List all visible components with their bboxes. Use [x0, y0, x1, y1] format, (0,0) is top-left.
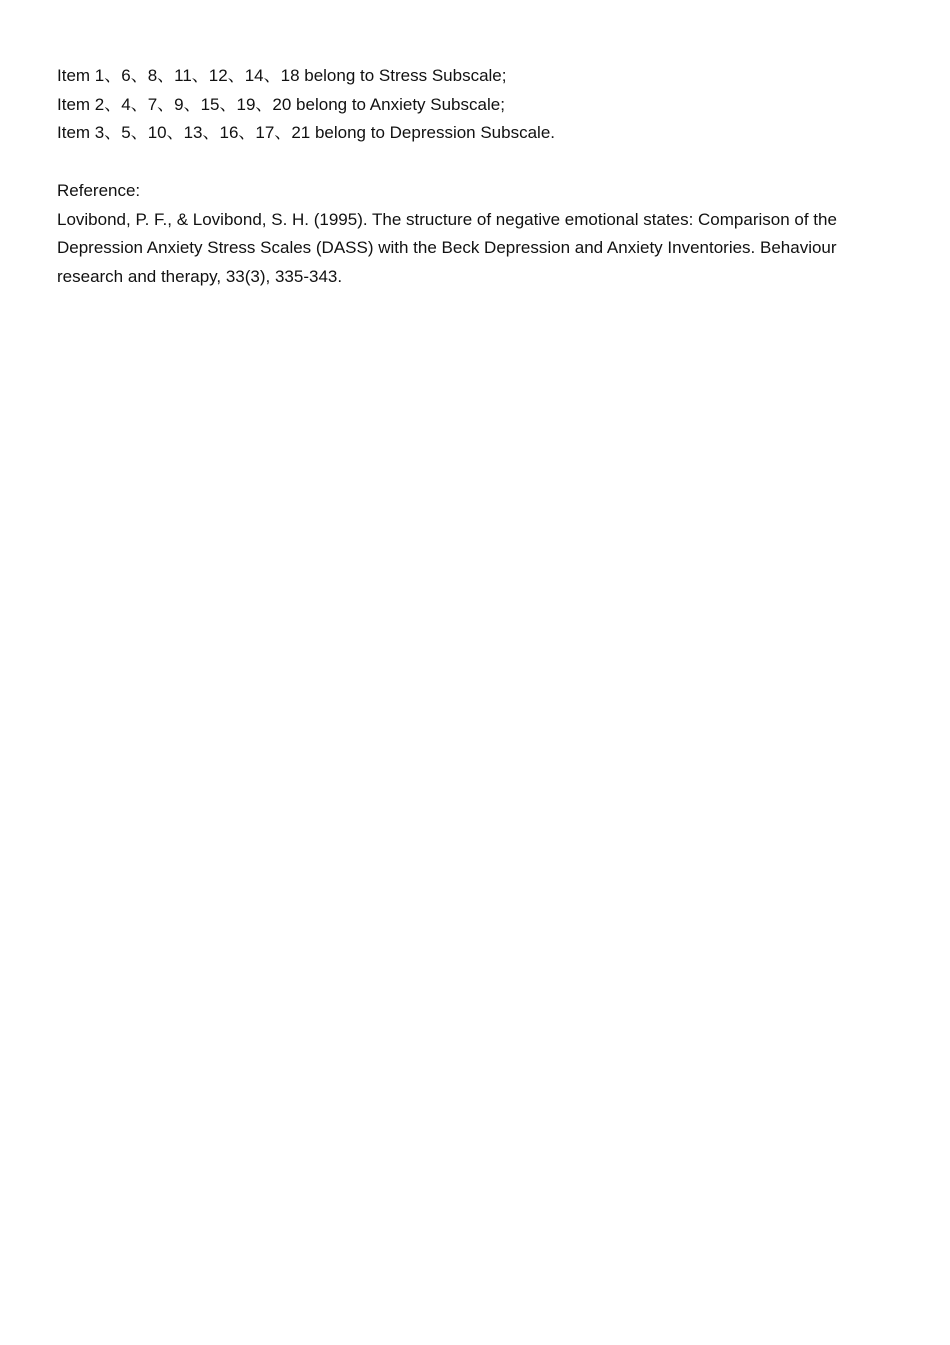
depression-subscale-line: Item 3、5、10、13、16、17、21 belong to Depression Subscale.: [57, 123, 556, 143]
reference-citation: Lovibond, P. F., & Lovibond, S. H. (1995). The structure of negative emotional states: Comparison of the Depression Anxiety Stress Scales (DASS) with the Beck Depression and Anxiety Inventories. Behaviour research and therapy, 33(3), 335-343.: [57, 209, 837, 286]
paragraph-spacer: [57, 148, 897, 177]
anxiety-subscale-line: Item 2、4、7、9、15、19、20 belong to Anxiety Subscale;: [57, 94, 505, 114]
reference-heading: Reference:: [57, 180, 141, 200]
stress-subscale-line: Item 1、6、8、11、12、14、18 belong to Stress Subscale;: [57, 66, 507, 85]
document-body: [57, 62, 897, 292]
